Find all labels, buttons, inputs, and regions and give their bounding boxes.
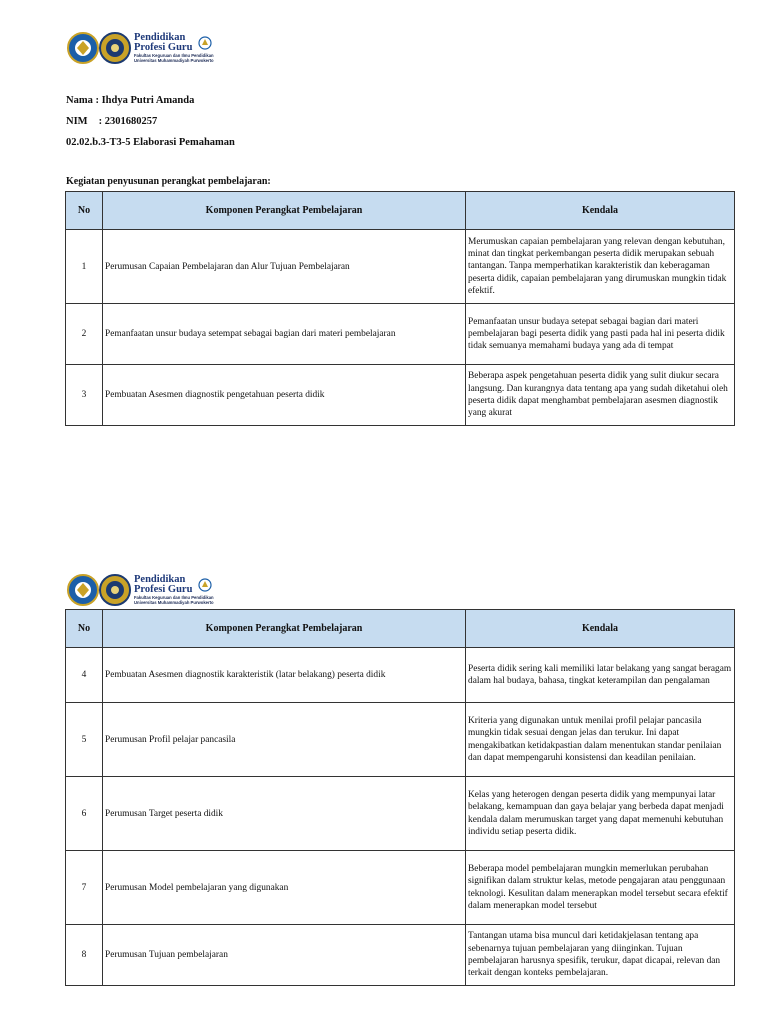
header-kendala: Kendala [466,610,735,648]
table-row [66,230,735,304]
nim-label: NIM [66,116,88,127]
nim-value: : 2301680257 [98,116,158,127]
row-no: 1 [66,230,103,304]
name-value: : Ihdya Putri Amanda [95,95,195,106]
emblem-icons [66,574,132,610]
row-no: 8 [66,925,103,986]
logo-title-line1: Pendidikan [134,32,186,43]
row-komponen: Perumusan Tujuan pembelajaran [103,925,466,986]
row-kendala: Kriteria yang digunakan untuk menilai profil pelajar pancasila mungkin tidak sesuai dengan jelas dan terukur. Ini dapat mengakibatkan ketidakpastian dalam menentukan standar penilaian dan dapat mempengaruhi konsistensi dan keadilan penilaian. [466,703,735,777]
row-komponen: Perumusan Target peserta didik [103,777,466,851]
table-header-row [66,192,735,230]
row-kendala: Pemanfaatan unsur budaya setepat sebagai bagian dari materi pembelajaran bagi peserta didik yang pasti pada hal ini peserta didik tidak semuanya memahami budaya yang ada di tempat [466,304,735,365]
table-row [66,304,735,365]
logo-subtitle-1: Fakultas Keguruan dan Ilmu Pendidikan [134,595,214,600]
tutwuri-icon [198,36,212,50]
ppg-logo-2 [66,574,236,610]
row-komponen: Pemanfaatan unsur budaya setempat sebagai bagian dari materi pembelajaran [103,304,466,365]
components-table-2 [65,609,735,986]
row-komponen: Pembuatan Asesmen diagnostik karakteristik (latar belakang) peserta didik [103,648,466,703]
logo-subtitle-2: Universitas Muhammadiyah Purwokerto [134,600,214,605]
header-kendala: Kendala [466,192,735,230]
row-kendala: Merumuskan capaian pembelajaran yang relevan dengan kebutuhan, minat dan tingkat perkembangan peserta didik merupakan sebuah tantangan. Tanpa memperhatikan karakteristik dan keberagaman peserta didik, capaian pembelajaran yang dirumuskan mungkin tidak efektif. [466,230,735,304]
row-no: 6 [66,777,103,851]
row-no: 2 [66,304,103,365]
logo-title-line1: Pendidikan [134,574,186,585]
row-kendala: Beberapa model pembelajaran mungkin memerlukan perubahan signifikan dalam struktur kelas, metode pengajaran atau penggunaan teknologi. Kesulitan dalam menerapkan model tersebut secara efektif dalam menerapkan model tersebut [466,851,735,925]
table-row [66,703,735,777]
header-no: No [66,192,103,230]
name-label: Nama [66,95,93,106]
row-kendala: Peserta didik sering kali memiliki latar belakang yang sangat beragam dalam hal budaya, bahasa, tingkat keterampilan dan pengalaman [466,648,735,703]
assignment-code: 02.02.b.3-T3-5 Elaborasi Pemahaman [66,137,235,148]
table-row [66,365,735,426]
row-komponen: Perumusan Capaian Pembelajaran dan Alur Tujuan Pembelajaran [103,230,466,304]
row-no: 5 [66,703,103,777]
row-kendala: Tantangan utama bisa muncul dari ketidakjelasan tentang apa sebenarnya tujuan pembelajaran yang diinginkan. Tujuan pembelajaran harusnya spesifik, terukur, dapat dicapai, relevan dan terkait dengan konteks pembelajaran. [466,925,735,986]
components-table-1 [65,191,735,426]
logo-title-line2: Profesi Guru [134,42,193,53]
logo-title-line2: Profesi Guru [134,584,193,595]
student-name-row [66,92,235,113]
row-kendala: Beberapa aspek pengetahuan peserta didik yang sulit diukur secara langsung. Dan kurangnya data tentang apa yang sudah diketahui oleh peserta didik dapat menghambat pembelajaran asesmen diagnostik yang akurat [466,365,735,426]
row-no: 7 [66,851,103,925]
table-row [66,925,735,986]
table-row [66,851,735,925]
table-row [66,648,735,703]
row-no: 3 [66,365,103,426]
header-komponen: Komponen Perangkat Pembelajaran [103,610,466,648]
ppg-logo [66,32,236,68]
row-kendala: Kelas yang heterogen dengan peserta didik yang mempunyai latar belakang, kemampuan dan gaya belajar yang berbeda dapat menjadi kendala dalam merumuskan target yang dapat memenuhi kebutuhan individu setiap peserta didik. [466,777,735,851]
section-title: Kegiatan penyusunan perangkat pembelajaran: [66,176,271,187]
student-nim-row [66,113,235,134]
tutwuri-icon [198,578,212,592]
student-info [66,92,235,155]
table-row [66,777,735,851]
table-header-row [66,610,735,648]
logo-subtitle-1: Fakultas Keguruan dan Ilmu Pendidikan [134,53,214,58]
row-komponen: Perumusan Model pembelajaran yang digunakan [103,851,466,925]
row-komponen: Perumusan Profil pelajar pancasila [103,703,466,777]
row-komponen: Pembuatan Asesmen diagnostik pengetahuan peserta didik [103,365,466,426]
logo-subtitle-2: Universitas Muhammadiyah Purwokerto [134,58,214,63]
header-no: No [66,610,103,648]
emblem-icons [66,32,132,68]
row-no: 4 [66,648,103,703]
header-komponen: Komponen Perangkat Pembelajaran [103,192,466,230]
